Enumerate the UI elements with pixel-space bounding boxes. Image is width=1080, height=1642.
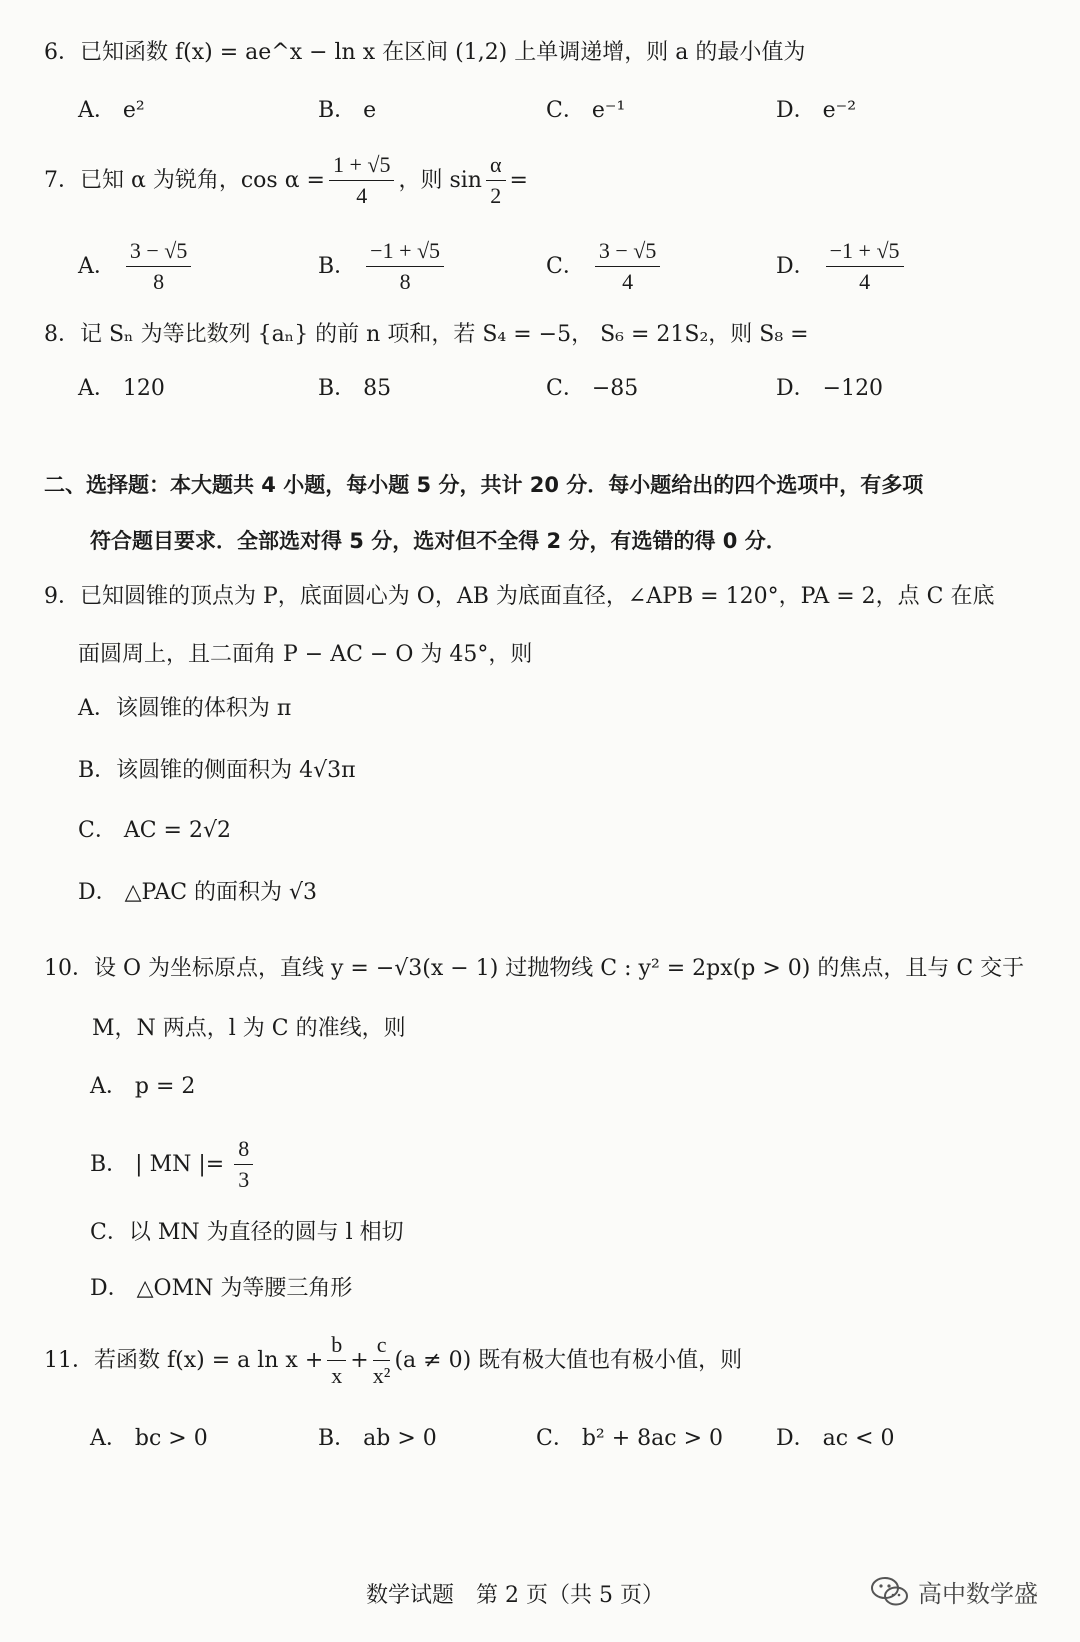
q11-fraction-b-over-x <box>327 1330 346 1391</box>
q8-option-b: B． 85 <box>318 376 392 401</box>
q7-cos-fraction <box>329 150 394 211</box>
q6-option-a: A． e² <box>78 98 145 123</box>
q9-option-b: B．该圆锥的侧面积为 4√3π <box>78 758 356 783</box>
q11-fraction1-numerator: b <box>327 1330 346 1361</box>
q6-option-d: D． e⁻² <box>776 98 857 123</box>
q6-stem: 6．已知函数 f(x) = ae^x − ln x 在区间 (1,2) 上单调递增，则 a 的最小值为 <box>44 40 806 65</box>
q7-stem-post: ，则 sin <box>398 167 482 193</box>
q7-sin-denominator: 2 <box>490 183 502 208</box>
q7-cos-numerator: 1 + √5 <box>329 150 394 181</box>
q7-option-a-fraction <box>126 236 191 297</box>
q10-option-b-fraction <box>234 1134 253 1195</box>
q7-sin-numerator: α <box>486 150 506 181</box>
q10-option-b <box>90 1134 257 1195</box>
q11-stem <box>44 1330 742 1391</box>
q7-option-c-numerator: 3 − √5 <box>595 236 660 267</box>
q9-stem-line2: 面圆周上，且二面角 P − AC − O 为 45°，则 <box>78 642 533 667</box>
q11-option-d: D． ac < 0 <box>776 1426 895 1451</box>
q11-plus: + <box>350 1347 369 1373</box>
q7-option-b-denominator: 8 <box>399 269 411 294</box>
section2-heading-line1: 二、选择题：本大题共 4 小题，每小题 5 分，共计 20 分．每小题给出的四个选项中，有多项 <box>44 473 924 497</box>
q9-option-a: A．该圆锥的体积为 π <box>78 696 292 721</box>
q6-option-b: B． e <box>318 98 377 123</box>
q7-stem-pre: 7．已知 α 为锐角，cos α = <box>44 167 325 193</box>
q7-option-d-numerator: −1 + √5 <box>826 236 904 267</box>
q9-stem-line1: 9．已知圆锥的顶点为 P，底面圆心为 O，AB 为底面直径，∠APB = 120°，PA = 2，点 C 在底 <box>44 584 995 609</box>
q10-option-b-label: B． | MN |= <box>90 1151 225 1177</box>
q7-stem <box>44 150 528 211</box>
q11-option-a: A． bc > 0 <box>90 1426 208 1451</box>
q7-option-d-fraction <box>826 236 904 297</box>
section2-heading-line2: 符合题目要求．全部选对得 5 分，选对但不全得 2 分，有选错的得 0 分． <box>90 529 787 553</box>
q7-tail: = <box>509 167 528 193</box>
q7-option-b-fraction <box>366 236 444 297</box>
q7-option-b <box>318 236 448 297</box>
q8-option-d: D． −120 <box>776 376 884 401</box>
q10-stem-line2: M，N 两点，l 为 C 的准线，则 <box>92 1016 406 1041</box>
q10-option-c: C．以 MN 为直径的圆与 l 相切 <box>90 1220 404 1245</box>
q7-option-b-numerator: −1 + √5 <box>366 236 444 267</box>
q8-stem: 8．记 Sₙ 为等比数列 {aₙ} 的前 n 项和，若 S₄ = −5， S₆ = 21S₂，则 S₈ = <box>44 322 809 347</box>
q8-option-a: A． 120 <box>78 376 165 401</box>
q10-stem-line1: 10．设 O 为坐标原点，直线 y = −√3(x − 1) 过抛物线 C : y² = 2px(p > 0) 的焦点，且与 C 交于 <box>44 956 1025 981</box>
watermark <box>870 1574 1038 1609</box>
q11-option-c: C． b² + 8ac > 0 <box>536 1426 724 1451</box>
q7-cos-denominator: 4 <box>356 183 368 208</box>
wechat-icon <box>870 1575 910 1609</box>
q7-option-b-label: B． <box>318 253 357 279</box>
q10-option-b-denominator: 3 <box>238 1167 250 1192</box>
q7-sin-fraction <box>486 150 506 211</box>
q7-option-a <box>78 236 195 297</box>
q7-option-a-denominator: 8 <box>153 269 165 294</box>
q9-option-d: D． △PAC 的面积为 √3 <box>78 880 318 905</box>
q7-option-d <box>776 236 908 297</box>
q7-option-d-label: D． <box>776 253 816 279</box>
q7-option-c-fraction <box>595 236 660 297</box>
q7-option-c-label: C． <box>546 253 585 279</box>
q7-option-c-denominator: 4 <box>622 269 634 294</box>
q10-option-d: D． △OMN 为等腰三角形 <box>90 1276 353 1301</box>
q11-stem-pre: 11．若函数 f(x) = a ln x + <box>44 1347 324 1373</box>
q7-option-d-denominator: 4 <box>859 269 871 294</box>
q6-option-c: C． e⁻¹ <box>546 98 626 123</box>
q11-fraction2-numerator: c <box>373 1330 391 1361</box>
q8-option-c: C． −85 <box>546 376 639 401</box>
q7-option-c <box>546 236 664 297</box>
q11-fraction2-denominator: x² <box>372 1363 391 1388</box>
watermark-text: 高中数学盛 <box>918 1580 1038 1608</box>
q10-option-a: A． p = 2 <box>90 1074 196 1099</box>
page-footer: 数学试题 第 2 页（共 5 页） <box>366 1583 664 1608</box>
q10-option-b-numerator: 8 <box>234 1134 253 1165</box>
q11-option-b: B． ab > 0 <box>318 1426 437 1451</box>
q11-fraction1-denominator: x <box>331 1363 343 1388</box>
q11-stem-post: (a ≠ 0) 既有极大值也有极小值，则 <box>394 1347 743 1373</box>
q11-fraction-c-over-x2 <box>373 1330 391 1391</box>
q7-option-a-numerator: 3 − √5 <box>126 236 191 267</box>
q9-option-c: C． AC = 2√2 <box>78 818 231 843</box>
q7-option-a-label: A． <box>78 253 116 279</box>
